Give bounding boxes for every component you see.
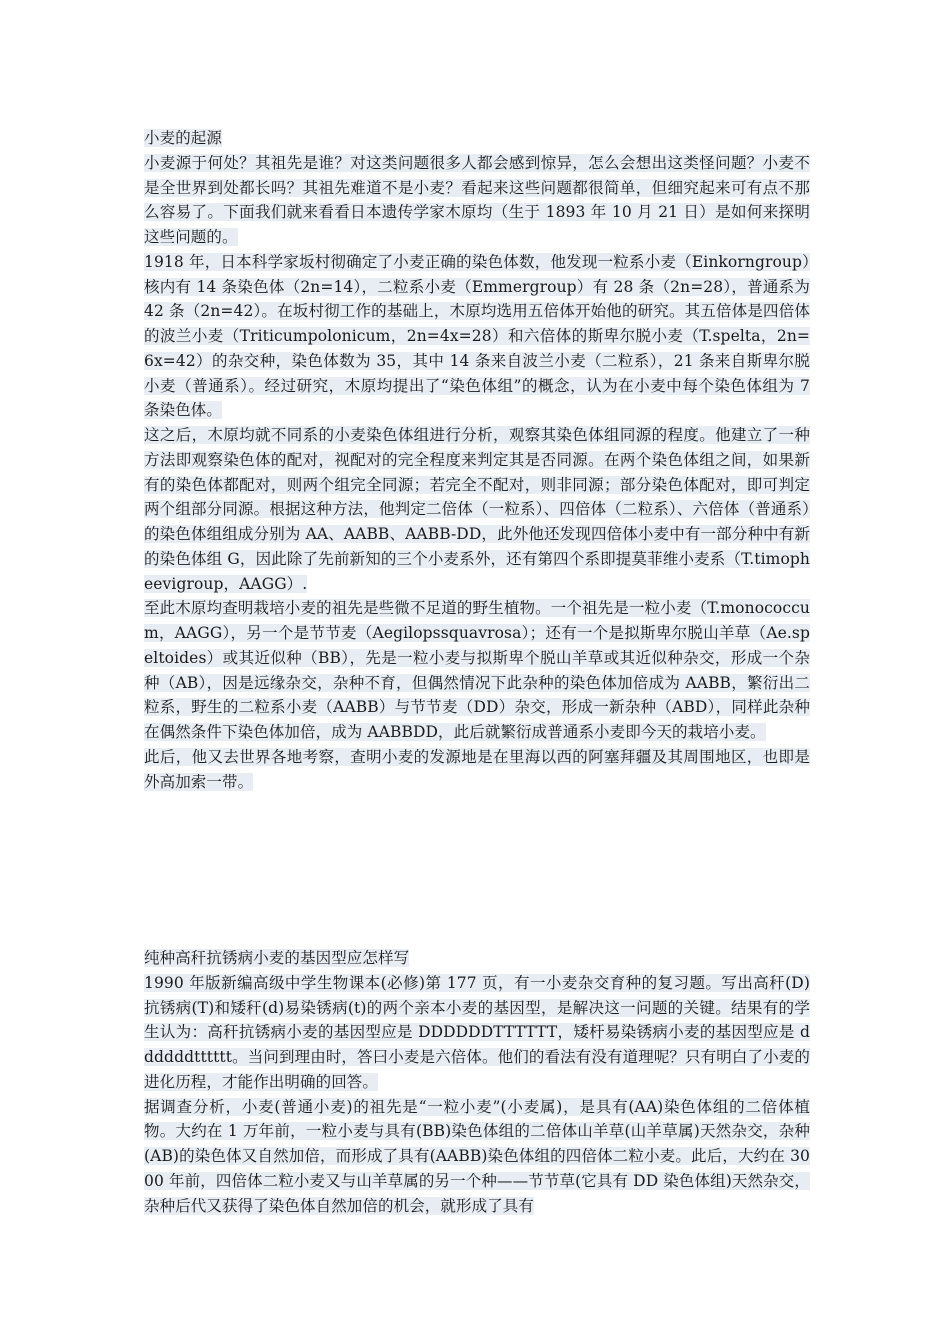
paragraph (144, 971, 810, 1095)
paragraph (144, 250, 810, 423)
paragraph-text: 1990 年版新编高级中学生物课本(必修)第 177 页，有一小麦杂交育种的复习题。写出高秆(D)抗锈病(T)和矮秆(d)易染锈病(t)的两个亲本小麦的基因型，是解决这一问题的关键。结果有的学生认为：高秆抗锈病小麦的基因型应是 DDDDDDTTTTTT，矮杆易染锈病小麦的基因型应是 ddddddtttttt。当问到理由时，答曰小麦是六倍体。他们的看法有没有道理呢？只有明白了小麦的进化历程，才能作出明确的回答。 (144, 973, 810, 1091)
section-wheat-genotype (144, 946, 810, 1218)
paragraph (144, 1095, 810, 1219)
section-title-text: 纯种高秆抗锈病小麦的基因型应怎样写 (144, 949, 410, 967)
paragraph (144, 596, 810, 745)
paragraph-text: 1918 年，日本科学家坂村彻确定了小麦正确的染色体数，他发现一粒系小麦（Einkorngroup）核内有 14 条染色体（2n=14），二粒系小麦（Emmergroup）有 28 条（2n=28），普通系为 42 条（2n=42）。在坂村彻工作的基础上，木原均选用五倍体开始他的研究。其五倍体是四倍体的波兰小麦（Triticumpolonicum，2n=4x=28）和六倍体的斯卑尔脱小麦（T.spelta，2n=6x=42）的杂交种，染色体数为 35，其中 14 条来自波兰小麦（二粒系），21 条来自斯卑尔脱小麦（普通系）。经过研究，木原均提出了“染色体组”的概念，认为在小麦中每个染色体组为 7 条染色体。 (144, 252, 810, 420)
section-title (144, 946, 810, 971)
paragraph-text: 据调查分析，小麦(普通小麦)的祖先是“一粒小麦”(小麦属)，是具有(AA)染色体组的二倍体植物。大约在 1 万年前，一粒小麦与具有(BB)染色体组的二倍体山羊草(山羊草属)天然杂交，杂种(AB)的染色体又自然加倍，而形成了具有(AABB)染色体组的四倍体二粒小麦。此后，大约在 3000 年前，四倍体二粒小麦又与山羊草属的另一个种——节节草(它具有 DD 染色体组)天然杂交，杂种后代又获得了染色体自然加倍的机会，就形成了具有 (144, 1097, 810, 1215)
paragraph-text: 此后，他又去世界各地考察，查明小麦的发源地是在里海以西的阿塞拜疆及其周围地区，也即是外高加索一带。 (144, 747, 810, 791)
section-title (144, 126, 810, 151)
section-title-text: 小麦的起源 (144, 129, 223, 147)
section-wheat-origin (144, 126, 810, 794)
paragraph-text: 至此木原均查明栽培小麦的祖先是些微不足道的野生植物。一个祖先是一粒小麦（T.monococcum，AAGG），另一个是节节麦（Aegilopssquavrosa）；还有一个是拟斯卑尔脱山羊草（Ae.speltoides）或其近似种（BB），先是一粒小麦与拟斯卑个脱山羊草或其近似种杂交，形成一个杂种（AB），因是远缘杂交，杂种不育，但偶然情况下此杂种的染色体加倍成为 AABB，繁衍出二粒系，野生的二粒系小麦（AABB）与节节麦（DD）杂交，形成一新杂种（ABD），同样此杂种在偶然条件下染色体加倍，成为 AABBDD，此后就繁衍成普通系小麦即今天的栽培小麦。 (144, 599, 810, 741)
paragraph (144, 745, 810, 795)
paragraph (144, 151, 810, 250)
paragraph-text: 这之后，木原均就不同系的小麦染色体组进行分析，观察其染色体组同源的程度。他建立了一种方法即观察染色体的配对，视配对的完全程度来判定其是否同源。在两个染色体组之间，如果新有的染色体都配对，则两个组完全同源；若完全不配对，则非同源；部分染色体配对，即可判定两个组部分同源。根据这种方法，他判定二倍体（一粒系）、四倍体（二粒系）、六倍体（普通系）的染色体组组成分别为 AA、AABB、AABB-DD，此外他还发现四倍体小麦中有一部分种中有新的染色体组 G，因此除了先前新知的三个小麦系外，还有第四个系即提莫菲维小麦系（T.timopheevigroup，AAGG）. (144, 426, 810, 593)
paragraph (144, 423, 810, 596)
paragraph-text: 小麦源于何处？其祖先是谁？对这类问题很多人都会感到惊异，怎么会想出这类怪问题？小麦不是全世界到处都长吗？其祖先难道不是小麦？看起来这些问题都很简单，但细究起来可有点不那么容易了。下面我们就来看看日本遗传学家木原均（生于 1893 年 10 月 21 日）是如何来探明这些问题的。 (144, 153, 810, 246)
